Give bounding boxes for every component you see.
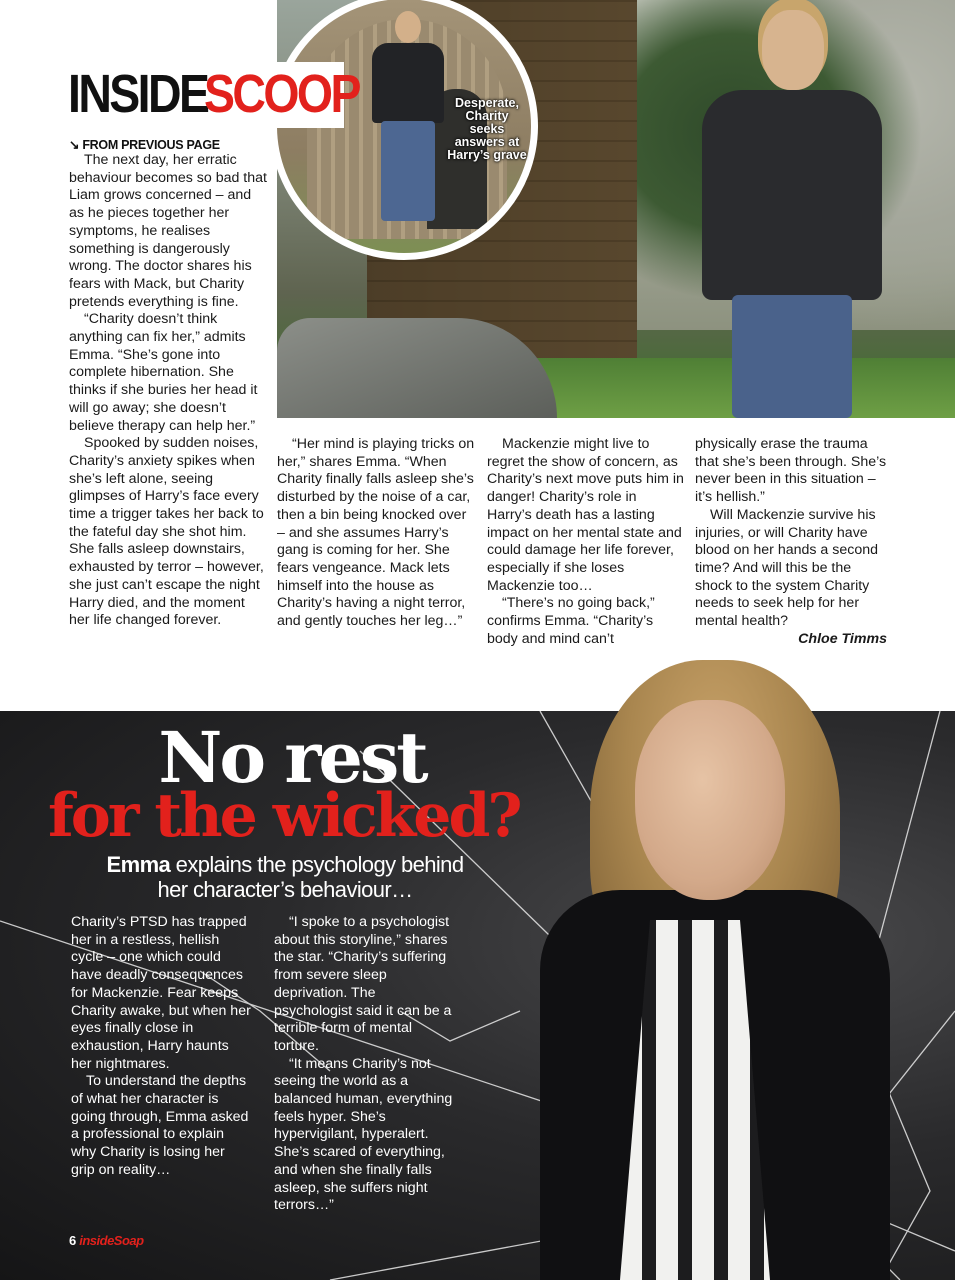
article-column-4 xyxy=(695,436,887,648)
paragraph: The next day, her erratic behaviour becomes so bad that Liam grows concerned – and as he pieces together her symptoms, he realises something is dangerously wrong. The doctor shares his fears with Mack, but Charity pretends everything is fine. xyxy=(69,152,267,310)
title-scoop: SCOOP xyxy=(204,64,359,124)
paragraph: Charity’s PTSD has trapped her in a restless, hellish cycle – one which could have deadly consequences for Mackenzie. Fear keeps Charity awake, but when her eyes finally close in exhaustion, Harry haunts her nightmares. xyxy=(71,914,251,1072)
paragraph: Mackenzie might live to regret the show of concern, as Charity’s next move puts him in danger! Charity’s role in Harry’s death has a lasting impact on her mental state and could damage her life forever, especially if she loses Mackenzie too… xyxy=(487,436,684,594)
inset-figure-head xyxy=(395,11,421,43)
page-footer xyxy=(69,1233,144,1248)
paragraph: “Charity doesn’t think anything can fix her,” admits Emma. “She’s gone into complete hibernation. She thinks if she buries her head it will go away; she doesn’t believe therapy can help her.” xyxy=(69,311,258,434)
page-number: 6 xyxy=(69,1233,77,1248)
paragraph: Spooked by sudden noises, Charity’s anxiety spikes when she’s left alone, seeing glimpses of Harry’s face every time a trigger takes her back to the fateful day she shot him. She falls asleep downstairs, exhausted by terror – however, she just can’t escape the night Harry died, and the moment her life changed forever. xyxy=(69,435,264,629)
article-column-1 xyxy=(69,152,269,630)
portrait-face xyxy=(635,700,785,900)
paragraph: “I spoke to a psychologist about this storyline,” shares the star. “Charity’s suffering from severe sleep deprivation. The psychologist said it can be a terrible form of mental torture. xyxy=(274,914,452,1054)
from-previous-page: ↘ FROM PREVIOUS PAGE xyxy=(69,138,220,152)
feature-subhead xyxy=(70,852,500,902)
article-column-3 xyxy=(487,436,685,648)
feature-headline-line2: for the wicked? xyxy=(48,781,520,851)
brand-logo: insideSoap xyxy=(79,1233,144,1248)
figure-head xyxy=(762,10,824,90)
photo-caption: Desperate, Charity seeks answers at Harry’s grave xyxy=(447,96,527,162)
paragraph: physically erase the trauma that she’s been through. She’s never been in this situation – it’s hellish.” xyxy=(695,436,887,506)
inset-figure-coat xyxy=(372,43,444,123)
paragraph: To understand the depths of what her character is going through, Emma asked a professional to explain why Charity is losing her grip on reality… xyxy=(71,1073,249,1178)
byline: Chloe Timms xyxy=(798,630,887,647)
paragraph: “Her mind is playing tricks on her,” shares Emma. “When Charity finally falls asleep she’s disturbed by the noise of a car, then a bin being knocked over – and she assumes Harry’s gang is coming for her. She fears vengeance. Mack lets himself into the house as Charity’s having a night terror, and gently touches her leg…” xyxy=(277,436,475,630)
subhead-bold: Emma xyxy=(106,852,171,877)
paragraph: “It means Charity’s not seeing the world as a balanced human, everything feels hyper. She’s hypervigilant, hyperalert. She’s scared of everything, and when she finally falls asleep, she suffers night terrors…” xyxy=(274,1055,453,1214)
feature-column-1 xyxy=(71,914,251,1180)
figure-coat xyxy=(702,90,882,300)
inset-figure-legs xyxy=(381,121,435,221)
figure-legs xyxy=(732,295,852,418)
paragraph: Will Mackenzie survive his injuries, or will Charity have blood on her hands a second time? And will this be the shock to the system Charity needs to seek help for her mental health? xyxy=(695,506,879,630)
feature-column-2 xyxy=(274,914,454,1215)
subhead-text: explains the psychology behind xyxy=(170,852,464,877)
title-inside: INSIDE xyxy=(68,64,208,124)
article-column-2 xyxy=(277,436,477,631)
subhead-text-line2: her character’s behaviour… xyxy=(157,877,413,902)
charity-standing-figure xyxy=(702,10,882,418)
emma-portrait xyxy=(540,660,955,1280)
headline-text: No rest xyxy=(158,716,426,799)
paragraph: “There’s no going back,” confirms Emma. “Charity’s body and mind can’t xyxy=(487,595,655,647)
